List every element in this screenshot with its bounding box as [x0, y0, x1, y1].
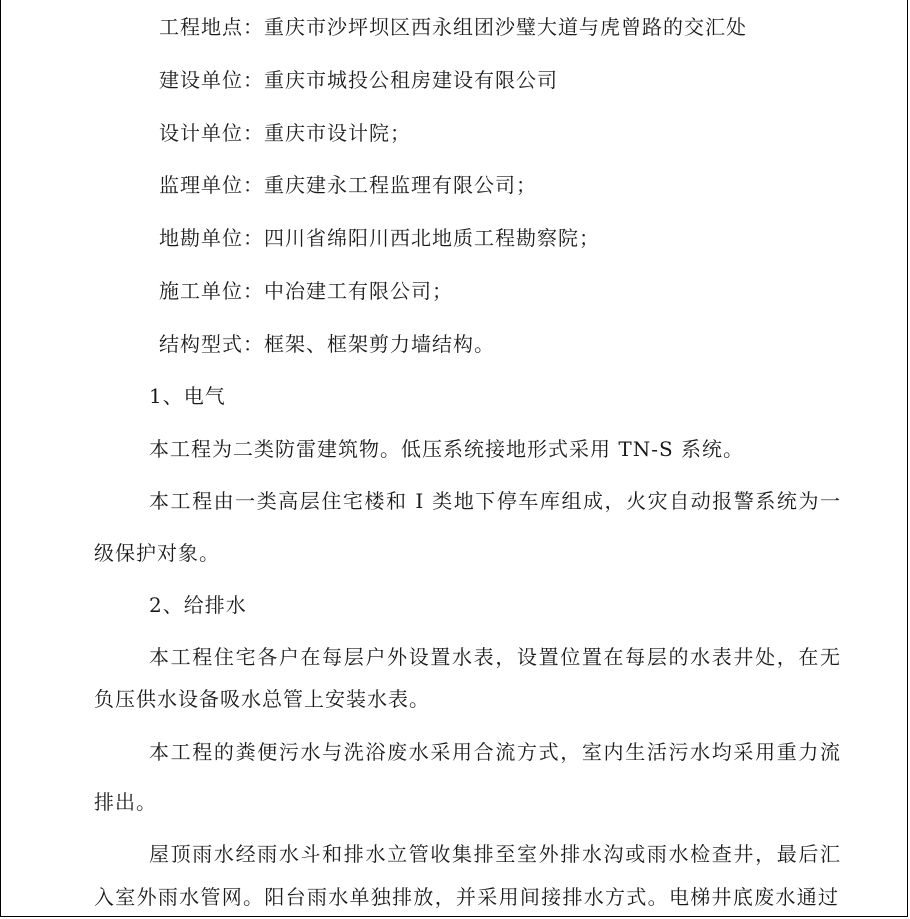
water-paragraph-3-line-2: 入室外雨水管网。阳台雨水单独排放，并采用间接排水方式。电梯井底废水通过	[94, 885, 839, 909]
water-paragraph-2-line-2: 排出。	[94, 790, 157, 814]
electrical-paragraph-2-line-2: 级保护对象。	[94, 541, 220, 565]
supervision-unit: 监理单位：重庆建永工程监理有限公司；	[159, 173, 537, 197]
contractor-unit: 施工单位：中冶建工有限公司；	[159, 279, 453, 303]
construction-unit: 建设单位：重庆市城投公租房建设有限公司	[159, 68, 558, 92]
water-paragraph-2-line-1: 本工程的粪便污水与洗浴废水采用合流方式，室内生活污水均采用重力流	[149, 740, 841, 764]
section-heading-electrical: 1、电气	[149, 384, 226, 408]
design-unit: 设计单位：重庆市设计院；	[159, 121, 411, 145]
electrical-paragraph-2-line-1: 本工程由一类高层住宅楼和 I 类地下停车库组成，火灾自动报警系统为一	[149, 489, 841, 513]
water-paragraph-1-line-2: 负压供水设备吸水总管上安装水表。	[94, 687, 430, 711]
project-location: 工程地点：重庆市沙坪坝区西永组团沙璧大道与虎曾路的交汇处	[159, 15, 747, 39]
structure-type: 结构型式：框架、框架剪力墙结构。	[159, 332, 495, 356]
section-heading-water: 2、给排水	[149, 593, 247, 617]
water-paragraph-3-line-1: 屋顶雨水经雨水斗和排水立管收集排至室外排水沟或雨水检查井，最后汇	[149, 842, 841, 866]
water-paragraph-1-line-1: 本工程住宅各户在每层户外设置水表，设置位置在每层的水表井处，在无	[149, 645, 841, 669]
survey-unit: 地勘单位：四川省绵阳川西北地质工程勘察院；	[159, 226, 600, 250]
electrical-paragraph-1: 本工程为二类防雷建筑物。低压系统接地形式采用 TN-S 系统。	[149, 437, 745, 461]
